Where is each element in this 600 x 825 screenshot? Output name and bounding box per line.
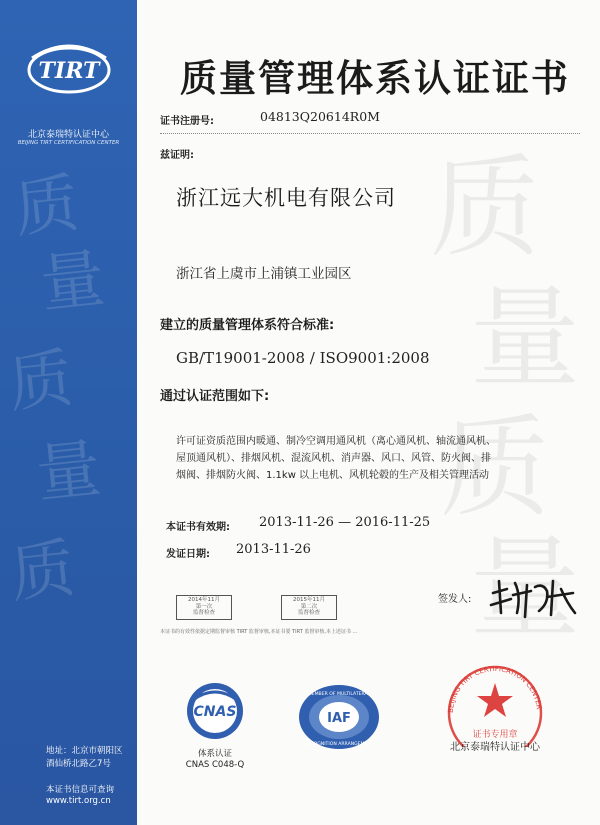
org-name: 北京泰瑞特认证中心 [27, 130, 109, 140]
scope-line: 屋顶通风机）、排烟风机、混流风机、消声器、风口、风管、防火阀、排 [176, 453, 491, 464]
svg-text:TIRT: TIRT [38, 58, 100, 84]
divider [160, 133, 580, 134]
scope-line: 许可证资质范围内暖通、制冷空调用通风机（离心通风机、轴流通风机、 [176, 436, 496, 447]
svg-text:CNAS: CNAS [193, 704, 237, 720]
cnas-logo [183, 680, 247, 742]
issue-label: 发证日期: [166, 549, 210, 560]
watermark-char: 质 [6, 531, 79, 613]
svg-text:证书专用章: 证书专用章 [472, 730, 518, 740]
surveillance-box-1: 2014年11月 第一次 监督检查 [176, 595, 232, 620]
seal-label: 北京泰瑞特认证中心 [450, 742, 540, 753]
signer-label: 签发人: [438, 594, 472, 605]
scope-line: 烟阀、排烟防火阀、1.1kw 以上电机、风机轮毂的生产及相关管理活动 [176, 470, 490, 481]
watermark-char: 质 [10, 166, 83, 248]
org-name-en: BEIJING TIRT CERTIFICATION CENTER [17, 140, 120, 146]
svg-text:MEMBER OF MULTILATERAL: MEMBER OF MULTILATERAL [307, 692, 371, 697]
watermark-char: 质 [440, 404, 550, 532]
watermark-char: 量 [470, 274, 580, 402]
valid-period: 2013-11-26 — 2016-11-25 [259, 515, 431, 530]
iaf-logo [297, 683, 381, 751]
reg-number: 04813Q20614R0M [260, 109, 380, 124]
watermark-char: 质 [4, 341, 77, 423]
issue-date: 2013-11-26 [236, 542, 311, 557]
reg-label: 证书注册号: [160, 116, 214, 127]
standard: GB/T19001-2008 / ISO9001:2008 [176, 349, 430, 367]
company-address: 浙江省上虞市上浦镇工业园区 [176, 266, 352, 282]
watermark-char: 量 [32, 431, 105, 513]
surveillance-box-2: 2015年11月 第二次 监督检查 [281, 595, 337, 620]
scope-text [176, 433, 586, 484]
svg-text:BEIJING TIRT CERTIFICATION CEN: BEIJING TIRT CERTIFICATION CENTER [446, 664, 543, 714]
svg-text:IAF: IAF [327, 711, 351, 726]
signature [487, 573, 579, 621]
cnas-code: CNAS C048-Q [185, 760, 245, 770]
cnas-label: 体系认证 [197, 749, 232, 759]
watermark-char: 质 [430, 144, 540, 272]
standard-label: 建立的质量管理体系符合标准: [160, 318, 335, 333]
valid-label: 本证书有效期: [166, 522, 230, 533]
watermark-char: 量 [470, 524, 580, 652]
query-label: 本证书信息可查询 [46, 785, 115, 795]
svg-text:RECOGNITION ARRANGEMENT: RECOGNITION ARRANGEMENT [304, 742, 374, 747]
address-line2: 酒仙桥北路乙7号 [46, 759, 111, 769]
official-seal [437, 655, 553, 747]
company-name: 浙江远大机电有限公司 [176, 186, 396, 210]
address-line1: 地址：北京市朝阳区 [46, 746, 123, 756]
website: www.tirt.org.cn [46, 796, 111, 806]
tirt-logo [24, 38, 114, 98]
sidebar [0, 0, 137, 825]
certificate-title: 质量管理体系认证证书 [180, 57, 570, 100]
watermark-char: 量 [36, 241, 109, 323]
scope-label: 通过认证范围如下: [160, 389, 270, 404]
certify-label: 兹证明: [160, 150, 194, 161]
footnote: 本证书的有效性依据定期监督审核 TIRT 监督审核,本证书要 TIRT 监督审核,本上述证书 ... [160, 629, 358, 635]
